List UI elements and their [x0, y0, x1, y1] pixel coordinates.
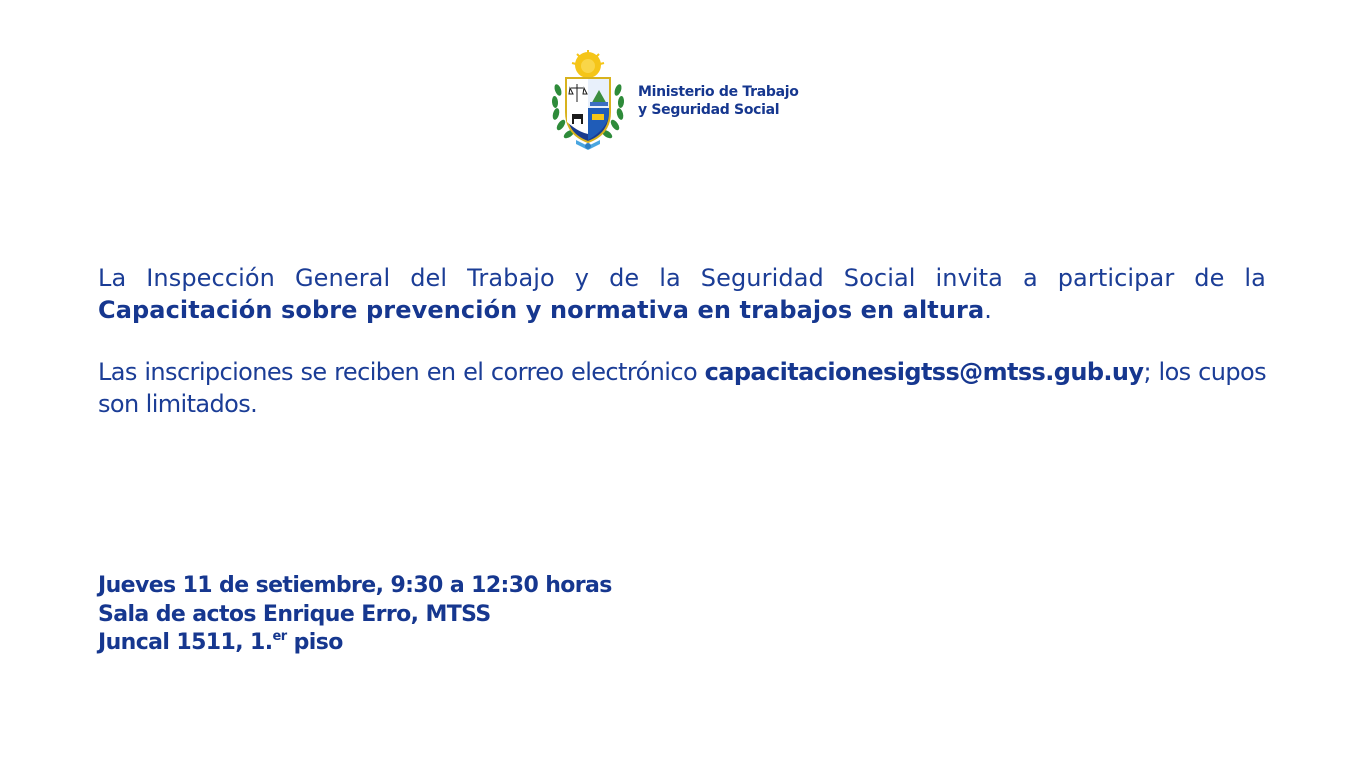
- invitation-paragraph: [98, 262, 1266, 326]
- event-datetime: Jueves 11 de setiembre, 9:30 a 12:30 horas: [98, 573, 612, 598]
- event-address-main: Juncal 1511, 1.: [98, 630, 273, 655]
- event-address-superscript: er: [272, 629, 287, 644]
- registration-text: Las inscripciones se reciben en el correo electrónico: [98, 358, 705, 386]
- invitation-body: [98, 262, 1266, 420]
- uruguay-coat-of-arms-icon: [550, 50, 626, 152]
- course-title: Capacitación sobre prevención y normativa en trabajos en altura: [98, 296, 985, 324]
- event-address: [98, 629, 612, 658]
- sun-icon: [572, 50, 604, 78]
- invitation-intro: La Inspección General del Trabajo y de la Seguridad Social invita a participar de la: [98, 264, 1266, 292]
- event-details: [98, 572, 612, 658]
- invitation-intro-end: .: [984, 296, 993, 324]
- event-address-end: piso: [286, 630, 343, 655]
- registration-paragraph: [98, 356, 1266, 420]
- ministry-name: [638, 83, 799, 119]
- ministry-name-line-1: Ministerio de Trabajo: [638, 84, 799, 100]
- registration-email[interactable]: capacitacionesigtss@mtss.gub.uy: [704, 358, 1144, 386]
- registration-text-end: ; los cupos son limitados.: [98, 358, 1266, 418]
- header: [550, 50, 850, 152]
- ministry-name-line-2: y Seguridad Social: [638, 102, 780, 118]
- event-venue: Sala de actos Enrique Erro, MTSS: [98, 601, 491, 627]
